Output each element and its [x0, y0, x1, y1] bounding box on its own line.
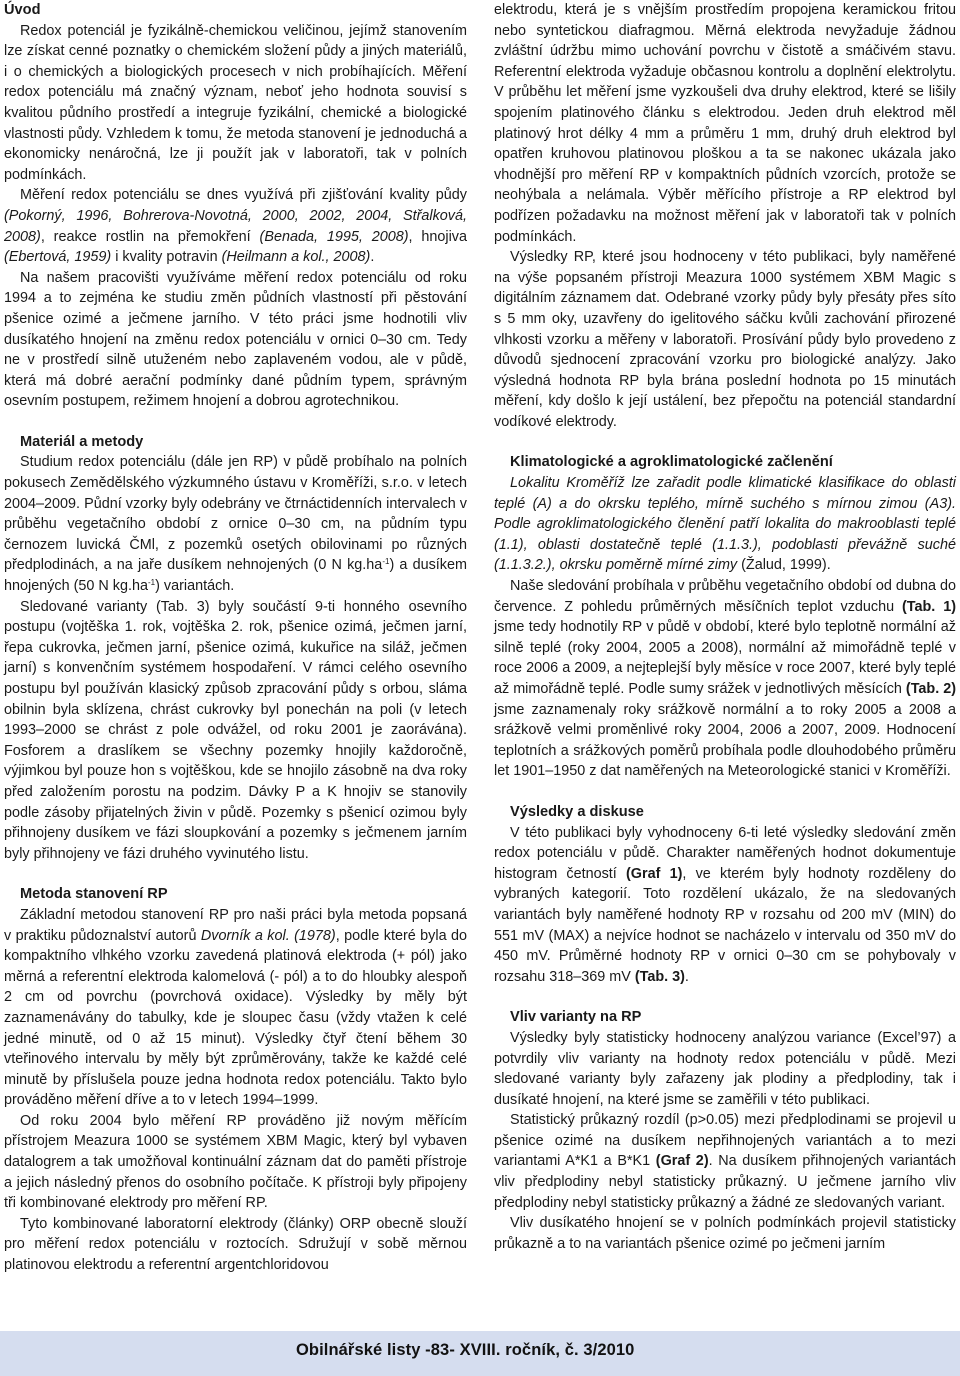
- paragraph-metoda-3: Tyto kombinované laboratorní elektrody (články) ORP obecně slouží pro měření redox potenciálu v roztocích. Sdružují v sobě měrnou platinovou elektrodu a referentní argentchloridovou: [4, 1215, 467, 1274]
- paragraph-material-1: [4, 452, 467, 596]
- superscript-1: -1: [382, 557, 390, 567]
- vysledky-1-text-b: , ve kterém byly hodnoty rozděleny do vybraných kategorií. Toto rozdělení ukázalo, že na sledovaných variantách byly naměřené hodnoty RP v rozsahu od 200 mV (MIN) do 551 mV (MAX) a nejvíce hodnot se nacházelo v intervalu od 350 mV do 450 mV. Průměrné hodnoty RP v ornici 0–30 cm se pohybovaly v rozsahu 318–369 mV: [494, 865, 957, 985]
- section-title-vysledky: Výsledky a diskuse: [510, 803, 644, 820]
- klima-1-italic: Lokalitu Kroměříž lze zařadit podle klimatické klasifikace do oblasti teplé (A) a do okrsku teplého, mírně suchého s mírnou zimou (A3). Podle agroklimatologického členění patří lokalita do makrooblasti teplé (1.1), oblasti dostatečně teplé (1.1.3.), podoblasti převážně suché (1.1.3.2.), okrsku poměrně mírné zimy: [494, 475, 956, 574]
- paragraph-vliv-2: [494, 1110, 956, 1213]
- klima-2-text-c: jsme zaznamenaly roky srážkově normální a to roky 2005 a 2008 a srážkově velmi proměnlivé roky 2004, 2006 a 2007, 2009. Hodnocení teplotních a srážkových poměrů probíhala podle dlouhodobého průměru let 1901–1950 z dat naměřených na Meteorologické stanici v Kroměříži.: [494, 701, 956, 780]
- left-column: [4, 0, 467, 1276]
- citation-pokorny: (Pokorný, 1996, Bohrerova-Novotná, 2000, 2002, 2004, Střalková, 2008): [4, 207, 467, 245]
- klima-2-text-b: jsme tedy hodnotily RP v půdě v období, které bylo teplotně normální až silně teplé (roky 2004, 2005 a 2008), normální až mimořádně teplé v roce 2006 a 2009, a nejteplejší byly měsíce v roce 2007, které byly teplé až mimořádně teplé. Podle sumy srážek v jednotlivých měsících: [494, 619, 956, 697]
- metoda-1-text-c: , podle které byla do kompaktního vlhkého vzorku zavedená platinová elektroda (+ pól) jako měrná a referentní elektroda kalomelová (- pól) a to do hloubky alespoň 2 cm od povrchu (povrchová oxidace). Výsledky by měly být zaznamenávány do tabulky, kde je sloupec času (vždy vtažen k celé jedné minutě, od 0 až 15 minut). Výsledky čtyř čtení během 30 vteřinového intervalu by měly být zprůměrovány, takže ke každé celé minutě by příslušela pouze jedna hodnota redox potenciálu. Takto bylo prováděno měření dříve a to v letech 1994–1999.: [4, 927, 468, 1109]
- paragraph-uvod-2: [4, 185, 467, 267]
- vliv-2-text-b: . Na dusíkem přihnojených variantách vliv předplodiny nebyl statisticky průkazný. U ječmene jarního vliv předplodiny nebyl statisticky průkazný a žádné ze sledovaných variant.: [494, 1153, 956, 1211]
- citation-benada: (Benada, 1995, 2008): [259, 228, 409, 245]
- material-1-text-a: Studium redox potenciálu (dále jen RP) v půdě probíhalo na polních pokusech Zemědělského výzkumného ústavu v Kroměříži, s.r.o. v letech 2004–2009. Půdní vzorky byly odebrány ve čtrnáctidenních intervalech v průběhu vegetačního období z ornice 0–30 cm, na půdním typu černozem luvická ČMl, z pozemků osetých obilovinami po různých předplodinách, a na jaře dusíkem nehnojených (0 N kg.ha: [4, 454, 467, 574]
- paragraph-vliv-1: Výsledky byly statisticky hodnoceny analýzou variance (Excel’97) a potvrdily vliv varianty na hodnoty redox potenciálu v půdě. Mezi sledované varianty byly zařazeny jak plodiny a předplodiny, tak i dusíkaté hnojení, na které jsme se zaměřili v této publikaci.: [494, 1029, 956, 1108]
- uvod-2-text-i: .: [370, 249, 375, 266]
- paragraph-klima-2: [494, 576, 956, 782]
- paragraph-vysledky-1: [494, 823, 956, 988]
- paragraph-right-1: elektrodu, která je s vnějším prostředím propojena keramickou fritou nebo syntetickou diafragmou. Měrná elektroda nevyžaduje žádnou zvláštní údržbu mimo uchování povrchu v čistotě a smáčivém stavu. Referentní elektroda vyžaduje občasnou kontrolu a doplnění elektrolytu. V průběhu let měření jsme vyzkoušeli dva druhy elektrod, které se lišily spojením platinového článku s elektrodou. Jeden druh elektrod měl platinový hrot délky 4 mm a průměru 1 mm, druhý druh elektrod byl opatřen kruhovou platinovou ploškou a ta se nakonec ukázala jako vhodnější pro měření RP v kompaktních půdních vzorcích, protože se neohýbala a nelámala. Výběr měřícího přístroje a RP elektrod byl podřízen požadavku na možnost měření jak v laboratoři tak v polních podmínkách.: [494, 2, 956, 245]
- paragraph-metoda-2: Od roku 2004 bylo měření RP prováděno již novým měřícím přístrojem Meazura 1000 se systémem XBM Magic, který byl vybaven datalogrem a tak umožňoval kontinuální záznam dat do paměti přístroje a jejich následný přenos do osobního počítače. K přístroji byly připojeny tři kombinované elektrody pro měření RP.: [4, 1112, 467, 1212]
- page-footer: [0, 1331, 960, 1376]
- paragraph-vliv-3: Vliv dusíkatého hnojení se v polních podmínkách projevil statisticky průkazně a to na variantách pšenice ozimé po ječmeni jarním: [494, 1215, 956, 1252]
- section-title-material: Materiál a metody: [20, 433, 144, 450]
- paragraph-right-2: Výsledky RP, které jsou hodnoceny v této publikaci, byly naměřené na výše popsaném přístroji Meazura 1000 systémem XBM Magic s digitálním záznamem dat. Odebrané vzorky půdy byly přesáty přes síto s 5 mm oky, uzavřeny do igelitového sáčku kvůli zachování přirozené vlhkosti vzorku a měřeny v laboratoři. Prosívání půdy bylo provedeno z důvodů sjednocení zpracování vzorku pro biologické analýzy. Jako výsledná hodnota RP byla brána poslední hodnota po 15 minutách měření, kdy došlo k její ustálení, bez přepočtu na potenciál standardní vodíkové elektrody.: [494, 249, 956, 430]
- citation-ebertova: (Ebertová, 1959): [4, 249, 112, 266]
- uvod-2-text-a: Měření redox potenciálu se dnes využívá při zjišťování kvality půdy: [20, 187, 467, 204]
- material-1-text-c: ) variantách.: [155, 578, 235, 595]
- paragraph-material-2: Sledované varianty (Tab. 3) byly součástí 9-ti honného osevního postupu (vojtěška 1. rok, vojtěška 2. rok, pšenice ozimá, ječmen jarní, řepa cukrovka, ječmen jarní, pšenice ozimá, kukuřice na siláž, ječmen jarní) s konvenčním systémem hospodaření. V rámci celého osevního postupu byl používán klasický způsob zpracování půdy s orbou, sláma obilnin byla sklízena, chrást cukrovky byl ponechán na poli (v letech 1993–2000 se chrást z pole odvážel, od roku 2001 je zaorávána). Fosforem a draslíkem se všechny pozemky hnojily každoročně, výjimkou byl pouze hon s vojtěškou, kde se hnojilo zásobně na dva roky před založením porostu na podzim. Dávky P a K hnojiv se stanovily podle zásoby přijatelných živin v půdě. Pozemky s pšenicí ozimou byly přihnojeny dusíkem ve fázi sloupkování a pozemky s ječmenem jarním byly přihnojeny ve fázi druhého vyvinutého listu.: [4, 598, 467, 862]
- ref-tab-2: (Tab. 2): [905, 681, 957, 697]
- vysledky-1-text-a: V této publikaci byly vyhodnoceny 6-ti leté výsledky sledování změn redox potenciálu v půdě. Charakter naměřených hodnot dokumentuje histogram četností: [494, 824, 956, 882]
- ref-graf-1: (Graf 1): [626, 865, 683, 882]
- uvod-2-text-g: i kvality potravin: [111, 249, 222, 266]
- klima-2-text-a: Naše sledování probíhala v průběhu vegetačního období od dubna do července. Z pohledu průměrných měsíčních teplot vzduchu: [494, 578, 956, 615]
- citation-zalud: (Žalud, 1999).: [737, 557, 831, 574]
- ref-graf-2: (Graf 2): [655, 1153, 709, 1170]
- section-title-vliv: Vliv varianty na RP: [510, 1009, 642, 1026]
- uvod-2-text-e: , hnojiva: [408, 228, 467, 245]
- paragraph-uvod-3: Na našem pracovišti využíváme měření redox potenciálu od roku 1994 a to zejména ke studiu změn půdních vlastností při pěstování pšenice ozimé a ječmene jarního. V této práci jsme hodnotili vliv dusíkatého hnojení na změnu redox potenciálu v ornici 0–30 cm. Tedy ne v prostředí silně utuženém nebo zaplaveném vodou, ale v půdě, která má dobré aerační podmínky dané půdním typem, správným osevním postupem, režimem hnojení a dobrou agrotechnikou.: [4, 269, 467, 410]
- right-column: [494, 0, 956, 1254]
- section-title-metoda: Metoda stanovení RP: [20, 886, 168, 903]
- ref-tab-3: (Tab. 3): [634, 968, 685, 985]
- ref-tab-1: (Tab. 1): [902, 598, 956, 615]
- uvod-2-text-c: , reakce rostlin na přemokření: [40, 228, 260, 245]
- section-title-klima: Klimatologické a agroklimatologické začlenění: [510, 454, 833, 471]
- vysledky-1-text-c: .: [684, 968, 689, 985]
- paragraph-uvod-1: Redox potenciál je fyzikálně-chemickou veličinou, jejímž stanovením lze získat cenné poznatky o chemickém složení půdy a jiných materiálů, i o chemických a biologických procesech v nich probíhajících. Měření redox potenciálu má značný význam, neboť jeho hodnota souvisí s kvalitou půdního prostředí a integruje fyzikální, chemické a biologické vlastnosti půdy. Vzhledem k tomu, že metoda stanovení je jednoduchá a ekonomicky nenáročná, lze ji použít jak v laboratoři, tak v polních podmínkách.: [4, 22, 467, 183]
- citation-heilmann: (Heilmann a kol., 2008): [221, 249, 371, 266]
- section-title-uvod: Úvod: [4, 2, 41, 18]
- paragraph-klima-1: [494, 473, 956, 576]
- vliv-2-text-a: Statistický průkazný rozdíl (p>0.05) mezi předplodinami se projevil u pšenice ozimé na dusíkem nepřihnojených variantách a to mezi variantami A*K1 a B*K1: [494, 1112, 956, 1170]
- superscript-2: -1: [148, 578, 156, 588]
- metoda-1-text-a: Základní metodou stanovení RP pro naši práci byla metoda popsaná v praktiku půdoznalství autorů: [4, 906, 467, 944]
- paragraph-metoda-1: [4, 905, 467, 1111]
- material-1-text-b: ) a dusíkem hnojených (50 N kg.ha: [4, 557, 467, 595]
- footer-journal-info: Obilnářské listy -83- XVIII. ročník, č. 3/2010: [296, 1341, 635, 1359]
- citation-dvornik: Dvorník a kol. (1978): [200, 927, 336, 944]
